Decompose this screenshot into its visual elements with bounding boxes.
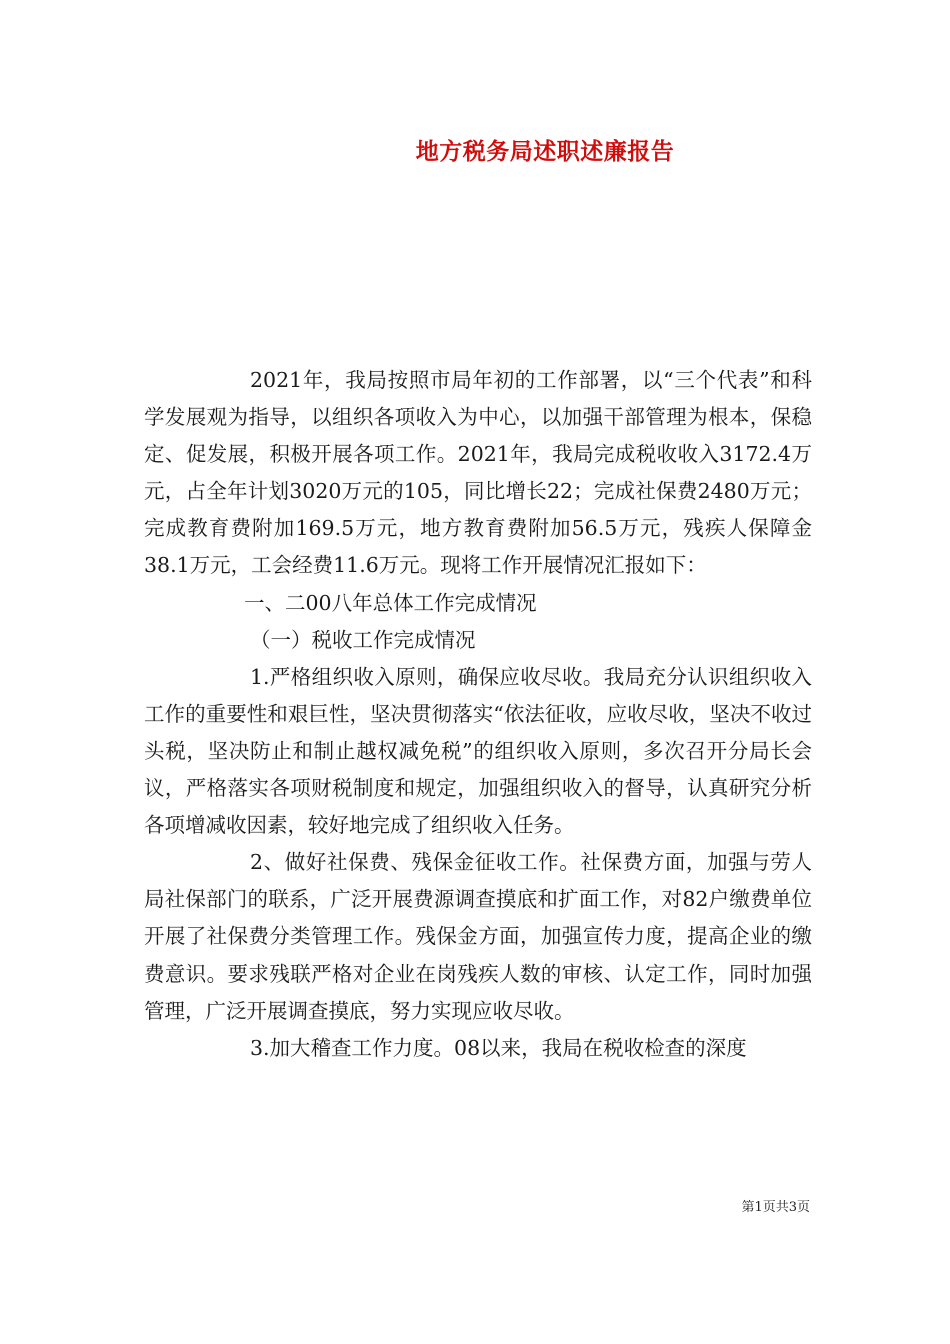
document-title: 地方税务局述职述廉报告: [415, 138, 675, 165]
page-number-footer: 第1页共3页: [741, 1200, 810, 1215]
paragraph-item-1: 1.严格组织收入原则，确保应收尽收。我局充分认识组织收入工作的重要性和艰巨性，坚决贯彻落实“依法征收，应收尽收，坚决不收过头税，坚决防止和制止越权减免税”的组织收入原则，多次召开分局长会议，严格落实各项财税制度和规定，加强组织收入的督导，认真研究分析各项增减收因素，较好地完成了组织收入任务。: [144, 664, 812, 838]
paragraph-item-3: 3.加大稽查工作力度。08以来，我局在税收检查的深度: [250, 1035, 747, 1060]
document-body: [144, 362, 812, 1067]
section-heading: 一、二00八年总体工作完成情况: [244, 590, 537, 615]
subsection-heading: （一）税收工作完成情况: [250, 627, 476, 652]
paragraph-intro: 2021年，我局按照市局年初的工作部署，以“三个代表”和科学发展观为指导，以组织各项收入为中心，以加强干部管理为根本，保稳定、促发展，积极开展各项工作。2021年，我局完成税收收入3172.4万元，占全年计划3020万元的105，同比增长22；完成社保费2480万元；完成教育费附加169.5万元，地方教育费附加56.5万元，残疾人保障金38.1万元，工会经费11.6万元。现将工作开展情况汇报如下：: [144, 368, 812, 578]
paragraph-item-2: 2、做好社保费、残保金征收工作。社保费方面，加强与劳人局社保部门的联系，广泛开展费源调查摸底和扩面工作，对82户缴费单位开展了社保费分类管理工作。残保金方面，加强宣传力度，提高企业的缴费意识。要求残联严格对企业在岗残疾人数的审核、认定工作，同时加强管理，广泛开展调查摸底，努力实现应收尽收。: [144, 850, 812, 1023]
